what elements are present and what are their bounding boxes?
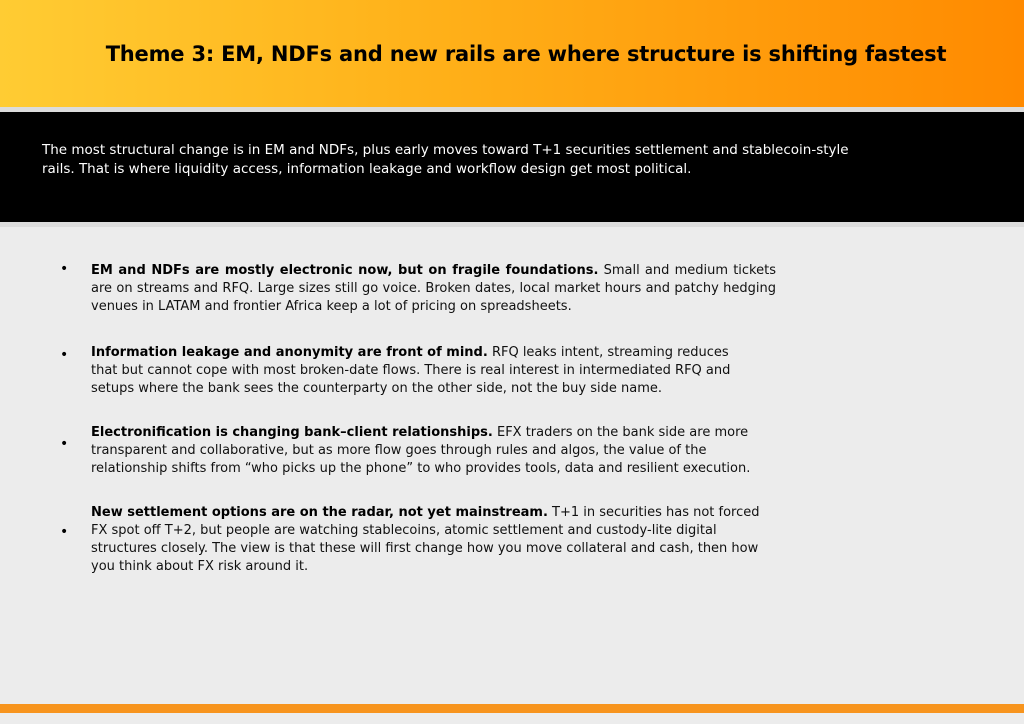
bullet-body: T+1 in securities has not forced FX spot off T+2, but people are watching stablecoins, atomic settlement and custody-lite digital structures closely. The view is that these will first change how you move collateral and cash, then how you think about FX risk around it. (91, 505, 760, 574)
bullet-lead: New settlement options are on the radar, not yet mainstream. (91, 505, 548, 520)
list-item (91, 424, 766, 478)
bullet-lead: Electronification is changing bank–client relationships. (91, 425, 493, 440)
bullet-body: RFQ leaks intent, streaming reduces that but cannot cope with most broken-date flows. There is real interest in intermediated RFQ and setups where the bank sees the counterparty on the other side, not the buy side name. (91, 345, 731, 396)
bullet-body: Small and medium tickets are on streams and RFQ. Large sizes still go voice. Broken dates, local market hours and patchy hedging venues in LATAM and frontier Africa keep a lot of pricing on spreadsheets. (91, 263, 776, 314)
intro-text: The most structural change is in EM and NDFs, plus early moves toward T+1 securities settlement and stablecoin-style rails. That is where liquidity access, information leakage and workflow design get most political. (42, 142, 849, 177)
bullet-marker: • (60, 436, 69, 452)
page-title: Theme 3: EM, NDFs and new rails are where structure is shifting fastest (105, 42, 947, 66)
bullet-lead: EM and NDFs are mostly electronic now, but on fragile foundations. (91, 263, 599, 278)
bullet-marker: • (60, 261, 69, 277)
list-item (91, 262, 776, 316)
list-item (91, 504, 766, 576)
bullet-body: EFX traders on the bank side are more transparent and collaborative, but as more flow goes through rules and algos, the value of the relationship shifts from “who picks up the phone” to who provides tools, data and resilient execution. (91, 425, 751, 476)
bullet-marker: • (60, 524, 69, 540)
bullet-lead: Information leakage and anonymity are front of mind. (91, 345, 488, 360)
footer-bar (0, 704, 1024, 713)
list-item (91, 344, 751, 398)
bullet-marker: • (60, 347, 69, 363)
